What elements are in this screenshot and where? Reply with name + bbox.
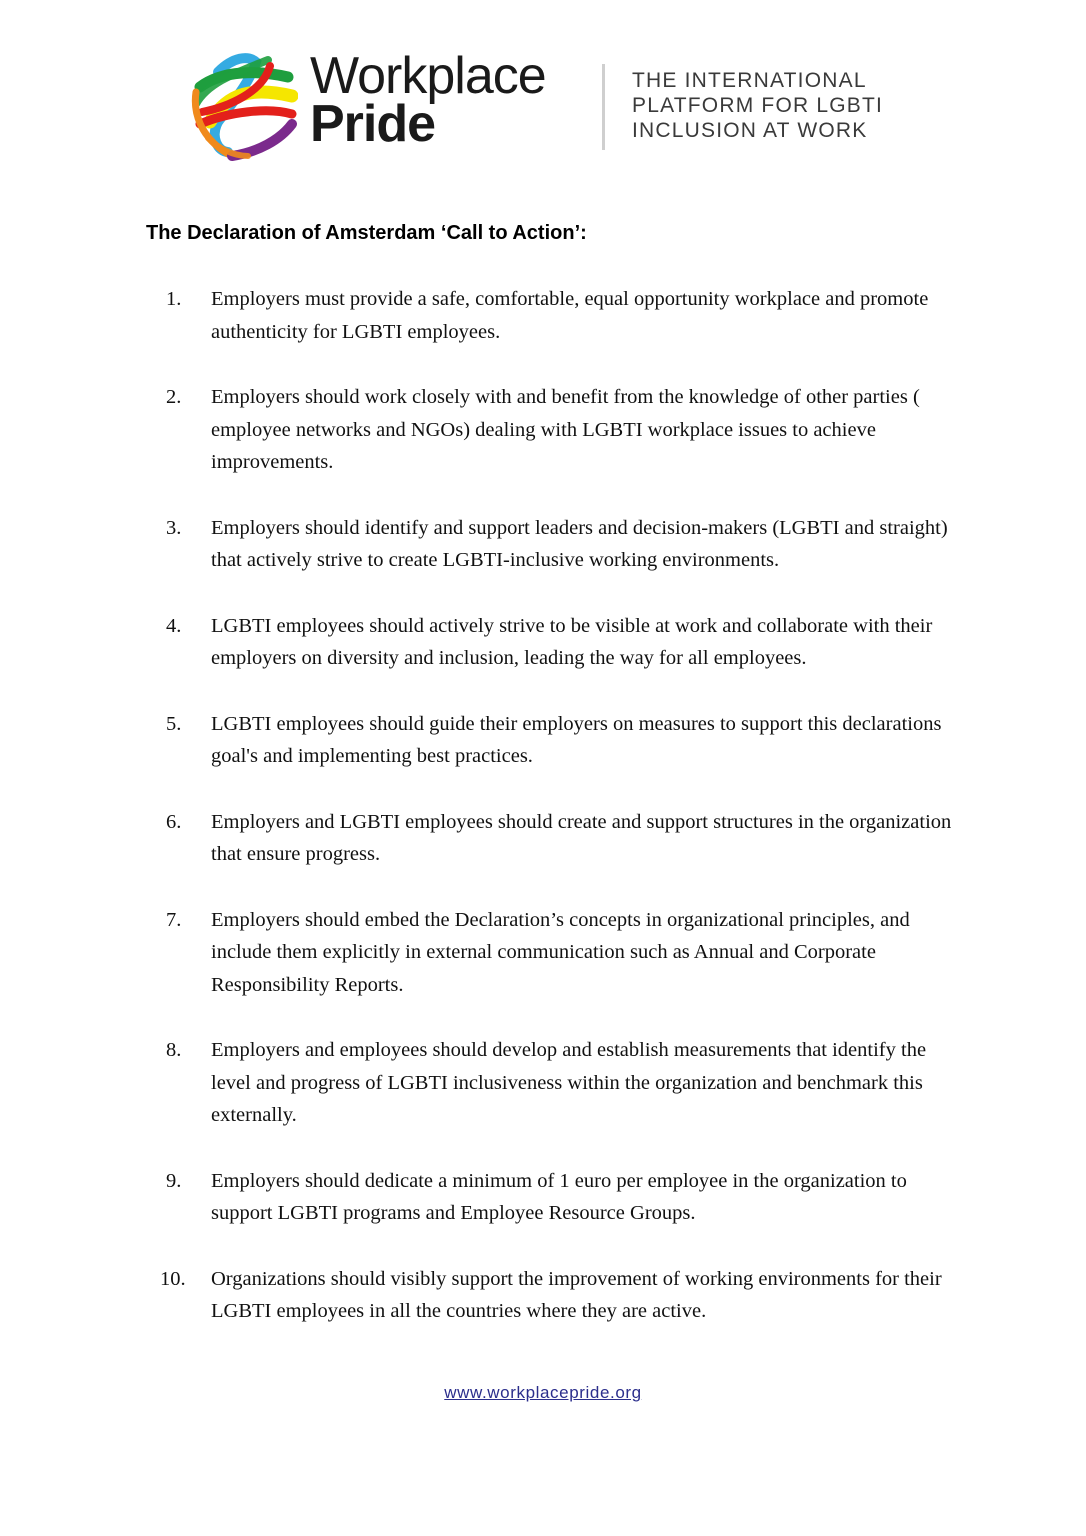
tagline-line: PLATFORM FOR LGBTI	[632, 94, 884, 117]
item-text: LGBTI employees should actively strive to be visible at work and collaborate with their employers on diversity and inclusion, leading the way for all employees.	[211, 614, 933, 669]
item-number: 7.	[166, 908, 182, 931]
rainbow-ribbon-globe-icon	[188, 52, 298, 162]
item-text: Employers and LGBTI employees should create and support structures in the organization that ensure progress.	[211, 810, 952, 865]
item-text: Employers and employees should develop and establish measurements that identify the level and progress of LGBTI inclusiveness within the organization and benchmark this externally.	[211, 1039, 927, 1126]
item-text: Employers should dedicate a minimum of 1 euro per employee in the organization to support LGBTI programs and Employee Resource Groups.	[211, 1169, 907, 1224]
list-item	[160, 708, 960, 773]
website-link[interactable]: www.workplacepride.org	[444, 1383, 642, 1402]
item-number: 6.	[166, 810, 182, 833]
list-item	[160, 283, 960, 348]
item-number: 1.	[166, 288, 182, 310]
item-text: Employers must provide a safe, comfortable, equal opportunity workplace and promote authenticity for LGBTI employees.	[211, 288, 929, 343]
item-text: Employers should work closely with and benefit from the knowledge of other parties ( employee networks and NGOs) dealing with LGBTI workplace issues to achieve improvements.	[211, 386, 920, 473]
list-item	[160, 610, 960, 675]
page-header	[186, 48, 906, 168]
item-number: 4.	[166, 614, 182, 637]
logo-word-workplace: Workplace	[310, 47, 546, 105]
item-text: LGBTI employees should guide their employers on measures to support this declarations goal's and implementing best practices.	[211, 712, 942, 767]
call-to-action-list	[160, 283, 960, 1361]
item-number: 3.	[166, 516, 182, 539]
list-item	[160, 806, 960, 871]
header-divider	[602, 64, 605, 150]
list-item	[160, 904, 960, 1002]
logo-word-pride: Pride	[310, 95, 436, 153]
tagline	[632, 68, 883, 143]
item-number: 2.	[166, 386, 182, 408]
page-footer	[0, 1383, 1086, 1403]
item-number: 10.	[160, 1267, 186, 1290]
tagline-line: INCLUSION AT WORK	[632, 119, 868, 142]
list-item	[160, 512, 960, 577]
item-text: Employers should embed the Declaration’s concepts in organizational principles, and include them explicitly in external communication such as Annual and Corporate Responsibility Reports.	[211, 908, 910, 996]
list-item	[160, 1034, 960, 1132]
document-title: The Declaration of Amsterdam ‘Call to Action’:	[146, 222, 587, 244]
list-item	[160, 1263, 960, 1328]
logo-wordmark	[310, 47, 546, 153]
item-text: Employers should identify and support leaders and decision-makers (LGBTI and straight) that actively strive to create LGBTI-inclusive working environments.	[211, 516, 948, 571]
item-text: Organizations should visibly support the improvement of working environments for their LGBTI employees in all the countries where they are active.	[211, 1267, 942, 1322]
item-number: 8.	[166, 1039, 182, 1061]
list-item	[160, 1165, 960, 1230]
tagline-line: THE INTERNATIONAL	[632, 69, 867, 92]
item-number: 9.	[166, 1169, 182, 1192]
list-item	[160, 381, 960, 479]
item-number: 5.	[166, 712, 182, 735]
